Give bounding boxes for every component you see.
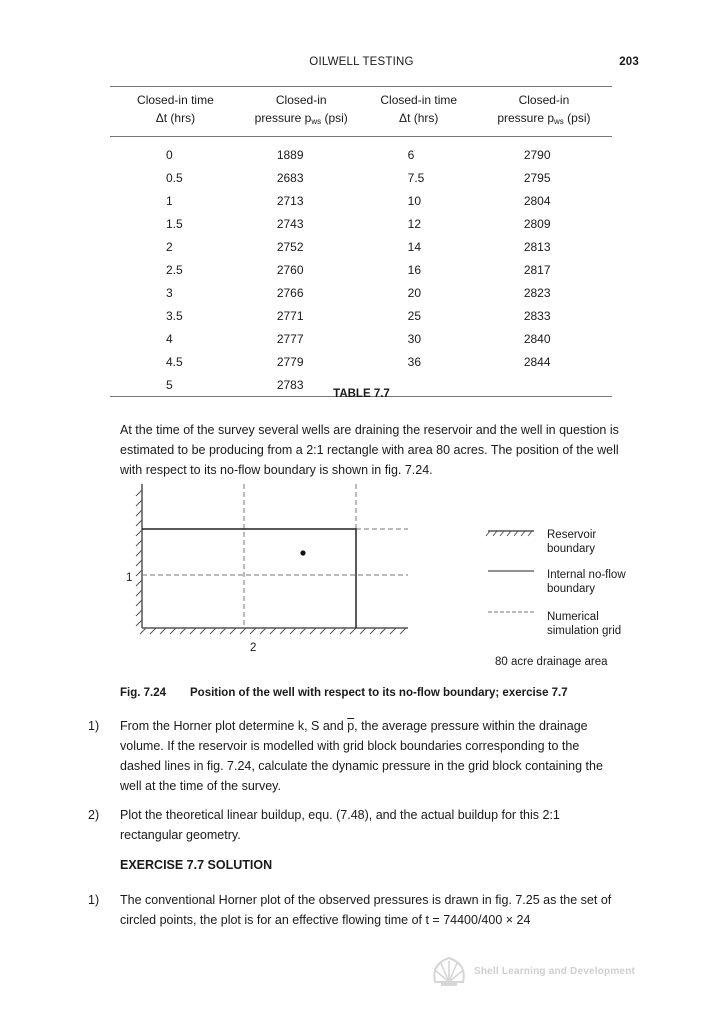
figure-label-1: 1 — [126, 572, 133, 584]
table-cell: 1889 — [276, 147, 304, 162]
table-cell: 12 — [407, 216, 421, 231]
table-cell: 2779 — [276, 354, 304, 369]
col-header-time-2: Closed-in time Δt (hrs) — [362, 87, 476, 137]
table-row — [110, 327, 612, 350]
table-cell: 2795 — [523, 170, 551, 185]
table-cell: 2.5 — [166, 262, 183, 277]
solution-heading: EXERCISE 7.7 SOLUTION — [120, 858, 273, 872]
table-row — [110, 212, 612, 235]
intro-paragraph: At the time of the survey several wells are draining the reservoir and the well in question is estimated to be producing from a 2:1 rectangle with area 80 acres. The position of the well with respect to its no-flow boundary is shown in fig. 7.24. — [120, 423, 619, 477]
table-row — [110, 258, 612, 281]
table-cell: 2771 — [276, 308, 304, 323]
legend-simulation-grid: Numerical simulation grid — [547, 611, 622, 637]
solution-1-number: 1) — [88, 893, 100, 907]
page-number: 203 — [619, 56, 639, 68]
table-cell: 7.5 — [407, 170, 425, 185]
reservoir-boundary-bottom-hatch — [140, 628, 408, 634]
question-1-number: 1) — [88, 719, 100, 733]
table-cell: 2713 — [276, 193, 304, 208]
col-header-pressure-1: Closed-in pressure $p_{ws}$ (psi) — [241, 87, 362, 137]
table-header-row — [110, 87, 612, 137]
table-cell: 5 — [110, 373, 241, 397]
table-cell: 3 — [166, 285, 173, 300]
table-cell: 1 — [166, 193, 173, 208]
footer-brand-text: Shell Learning and Development — [474, 966, 636, 977]
table-cell: 2683 — [276, 170, 304, 185]
table-cell: 0.5 — [166, 170, 183, 185]
table-cell: 2813 — [523, 239, 551, 254]
legend-internal-no-flow: Internal no-flow boundary — [547, 569, 626, 595]
table-caption: TABLE 7.7 — [333, 388, 390, 400]
table-cell: 4 — [166, 331, 173, 346]
table-cell: 36 — [407, 354, 421, 369]
table-cell: 25 — [407, 308, 421, 323]
internal-no-flow-boundary — [142, 529, 356, 628]
table-row — [110, 189, 612, 212]
table-cell: 2777 — [276, 331, 304, 346]
figure-label-2: 2 — [250, 642, 257, 654]
col-header-pressure-2: Closed-in pressure $p_{ws}$ (psi) — [476, 87, 612, 137]
col-header-time-1: Closed-in time Δt (hrs) — [110, 87, 241, 137]
table-cell: 2752 — [276, 239, 304, 254]
table-cell: 2840 — [523, 331, 551, 346]
well-marker — [300, 550, 305, 555]
table-row — [110, 350, 612, 373]
table-cell: 2760 — [276, 262, 304, 277]
table-cell: 2817 — [523, 262, 551, 277]
table-cell: 2790 — [523, 147, 551, 162]
question-2-number: 2) — [88, 808, 100, 822]
table-cell: 1.5 — [166, 216, 183, 231]
question-2-text: Plot the theoretical linear buildup, equ. (7.48), and the actual buildup for this 2:1 rectangular geometry. — [120, 808, 560, 842]
table-cell: 4.5 — [166, 354, 183, 369]
table-row — [110, 235, 612, 258]
figure-caption-number: Fig. 7.24 — [120, 687, 167, 699]
table-cell: 2743 — [276, 216, 304, 231]
table-cell: 2804 — [523, 193, 551, 208]
table-cell: 3.5 — [166, 308, 183, 323]
table-cell: 20 — [407, 285, 421, 300]
legend-reservoir-boundary: Reservoir boundary — [547, 529, 597, 555]
table-cell: 6 — [407, 147, 415, 162]
table-cell: 30 — [407, 331, 421, 346]
table-cell: 16 — [407, 262, 421, 277]
legend-reservoir-symbol — [486, 531, 534, 536]
table-cell: 10 — [407, 193, 421, 208]
table-cell: 2 — [166, 239, 173, 254]
table-row — [110, 137, 612, 167]
figure-caption-text: Position of the well with respect to its no-flow boundary; exercise 7.7 — [190, 687, 568, 699]
table-cell: 2766 — [276, 285, 304, 300]
table-cell: 2809 — [523, 216, 551, 231]
table-cell: 2833 — [523, 308, 551, 323]
reservoir-boundary-left-hatch — [136, 484, 142, 628]
average-pressure-symbol: $\overline{p}$ — [347, 719, 355, 733]
solution-1-text: The conventional Horner plot of the observed pressures is drawn in fig. 7.25 as the set of circled points, the plot is for an effective flowing time of t = 74400/400 × 24 — [120, 893, 612, 927]
running-title: OILWELL TESTING — [309, 56, 414, 68]
table-row — [110, 166, 612, 189]
table-row — [110, 281, 612, 304]
table-cell: 14 — [407, 239, 421, 254]
simulation-grid-lines — [142, 484, 408, 628]
table-cell: 2783 — [241, 373, 362, 397]
table-cell: 2844 — [523, 354, 551, 369]
table-row — [110, 304, 612, 327]
question-1-text: From the Horner plot determine k, S and $\overline{p}$, the average pressure within the drainage volume. If the reservoir is modelled with grid block boundaries corresponding to the dashed lines in fig. 7.24, calculate the dynamic pressure in the grid block containing the well at the time of the survey. — [120, 719, 603, 793]
drainage-area-note: 80 acre drainage area — [495, 656, 608, 668]
table-cell: 0 — [166, 147, 173, 162]
pressure-table — [110, 86, 612, 397]
figure-caption — [120, 687, 568, 699]
shell-logo-icon — [430, 954, 468, 988]
table-cell: 2823 — [523, 285, 551, 300]
